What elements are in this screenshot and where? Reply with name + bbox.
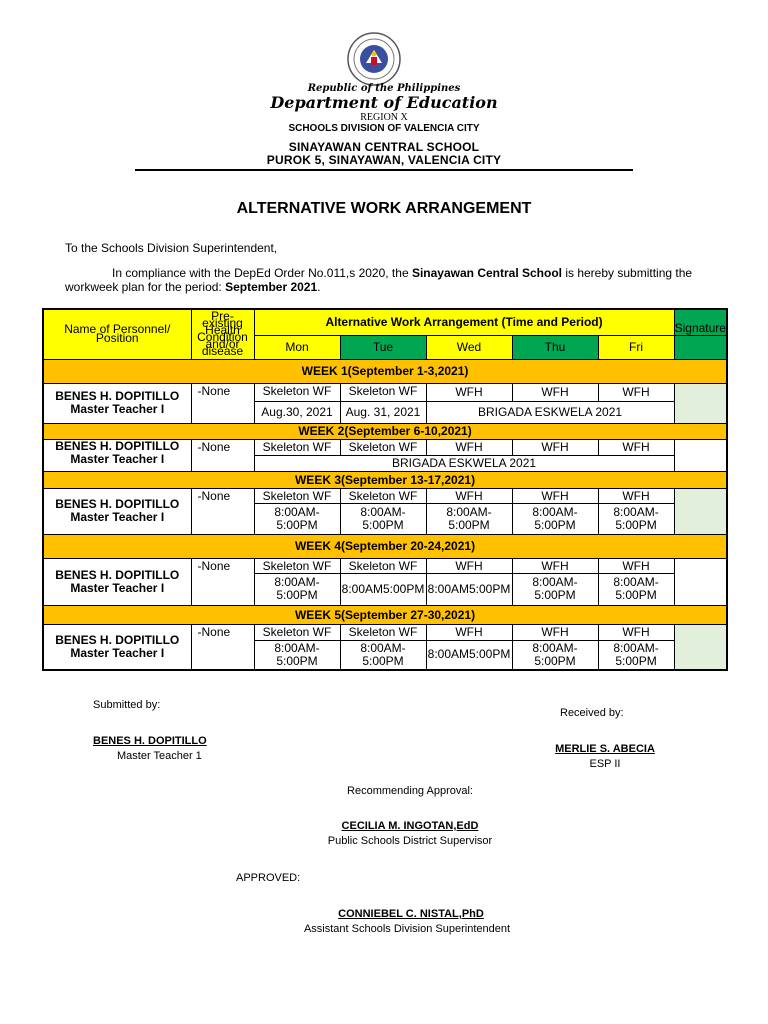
week2-fri-wfh: WFH <box>598 439 674 455</box>
week1-mon-skeleton: Skeleton WF <box>254 383 340 401</box>
week3-wed-time: 8:00AM-5:00PM <box>426 503 512 534</box>
week4-tue-skeleton: Skeleton WF <box>340 558 426 573</box>
week1-wed-wfh: WFH <box>426 383 512 401</box>
school-name: SINAYAWAN CENTRAL SCHOOL <box>288 140 480 154</box>
week3-tue-skeleton: Skeleton WF <box>340 488 426 503</box>
week5-mon-time: 8:00AM-5:00PM <box>254 640 340 670</box>
recommending-name: CECILIA M. INGOTAN,EdD <box>341 820 479 832</box>
week4-wed-wfh: WFH <box>426 558 512 573</box>
week5-tue-skeleton: Skeleton WF <box>340 624 426 640</box>
received-position: ESP II <box>589 758 621 770</box>
week4-personnel <box>43 558 191 605</box>
week4-label: WEEK 4(September 20-24,2021) <box>43 534 727 558</box>
intro-part2: is hereby submitting the workweek plan for the period: <box>65 266 693 294</box>
salutation: To the Schools Division Superintendent, <box>65 241 278 255</box>
submitted-label: Submitted by: <box>93 699 161 711</box>
week3-signature <box>674 488 727 534</box>
intro-part3: . <box>317 280 321 294</box>
approved-label: APPROVED: <box>236 872 301 884</box>
week4-thu-wfh: WFH <box>512 558 598 573</box>
week5-health: -None <box>191 624 254 670</box>
week3-health: -None <box>191 488 254 534</box>
week3-fri-wfh: WFH <box>598 488 674 503</box>
approved-position: Assistant Schools Division Superintendent <box>303 923 511 935</box>
week2-tue-skeleton: Skeleton WF <box>340 439 426 455</box>
week5-thu-time: 8:00AM-5:00PM <box>512 640 598 670</box>
day-tue: Tue <box>340 335 426 359</box>
division-line: SCHOOLS DIVISION OF VALENCIA CITY <box>288 123 480 134</box>
intro-paragraph <box>65 266 705 294</box>
week1-brigada: BRIGADA ESKWELA 2021 <box>426 401 674 423</box>
personnel-position: Master Teacher I <box>70 451 165 466</box>
week5-thu-wfh: WFH <box>512 624 598 640</box>
week4-tue-time: 8:00AM5:00PM <box>340 573 426 605</box>
submitted-position: Master Teacher 1 <box>117 750 202 762</box>
week2-mon-skeleton: Skeleton WF <box>254 439 340 455</box>
personnel-name: BENES H. DOPITILLO <box>55 439 180 453</box>
day-fri: Fri <box>598 335 674 359</box>
day-thu: Thu <box>512 335 598 359</box>
week1-thu-wfh: WFH <box>512 383 598 401</box>
personnel-position: Master Teacher I <box>70 645 165 660</box>
week2-personnel <box>43 439 191 471</box>
week4-wed-time: 8:00AM5:00PM <box>426 573 512 605</box>
header-rule <box>135 169 633 171</box>
week1-fri-wfh: WFH <box>598 383 674 401</box>
week3-personnel <box>43 488 191 534</box>
week5-wed-wfh: WFH <box>426 624 512 640</box>
week2-signature <box>674 439 727 471</box>
personnel-position: Master Teacher I <box>70 510 165 524</box>
recommending-position: Public Schools District Supervisor <box>327 835 493 847</box>
intro-part1: In compliance with the DepEd Order No.011,s 2020, the <box>112 266 412 280</box>
week3-thu-time: 8:00AM-5:00PM <box>512 503 598 534</box>
received-label: Received by: <box>560 707 624 719</box>
week1-signature <box>674 383 727 423</box>
week3-fri-time: 8:00AM-5:00PM <box>598 503 674 534</box>
week1-health: -None <box>191 383 254 423</box>
week5-tue-time: 8:00AM-5:00PM <box>340 640 426 670</box>
week3-mon-skeleton: Skeleton WF <box>254 488 340 503</box>
department-name: Department of Education <box>270 93 498 112</box>
republic-line: Republic of the Philippines <box>307 83 461 94</box>
submitted-name: BENES H. DOPITILLO <box>93 735 207 747</box>
col-header-signature: Signature <box>674 309 727 335</box>
week5-fri-wfh: WFH <box>598 624 674 640</box>
personnel-name: BENES H. DOPITILLO <box>55 567 180 582</box>
week5-fri-time: 8:00AM-5:00PM <box>598 640 674 670</box>
region-line: REGION X <box>360 112 408 123</box>
personnel-name: BENES H. DOPITILLO <box>55 497 180 511</box>
col-header-health: Pre-existing Health Condition and/or disease <box>191 309 254 359</box>
week5-label: WEEK 5(September 27-30,2021) <box>43 605 727 624</box>
week3-wed-wfh: WFH <box>426 488 512 503</box>
col-header-name: Name of Personnel/ Position <box>43 309 191 359</box>
day-mon: Mon <box>254 335 340 359</box>
deped-seal-logo <box>347 32 401 86</box>
document-title: ALTERNATIVE WORK ARRANGEMENT <box>236 200 532 217</box>
week3-label: WEEK 3(September 13-17,2021) <box>43 471 727 488</box>
week2-health: -None <box>191 439 254 471</box>
day-wed: Wed <box>426 335 512 359</box>
week3-mon-time: 8:00AM-5:00PM <box>254 503 340 534</box>
week2-wed-wfh: WFH <box>426 439 512 455</box>
personnel-position: Master Teacher I <box>70 580 165 595</box>
received-name: MERLIE S. ABECIA <box>555 743 655 755</box>
week3-tue-time: 8:00AM-5:00PM <box>340 503 426 534</box>
week1-personnel <box>43 383 191 423</box>
week1-tue-skeleton: Skeleton WF <box>340 383 426 401</box>
intro-school: Sinayawan Central School <box>411 266 562 280</box>
week1-mon-date: Aug.30, 2021 <box>254 401 340 423</box>
week5-wed-time: 8:00AM5:00PM <box>426 640 512 670</box>
personnel-name: BENES H. DOPITILLO <box>55 632 180 647</box>
week4-health: -None <box>191 558 254 605</box>
week3-thu-wfh: WFH <box>512 488 598 503</box>
work-arrangement-table <box>42 308 728 671</box>
week5-mon-skeleton: Skeleton WF <box>254 624 340 640</box>
week5-signature <box>674 624 727 670</box>
week1-label: WEEK 1(September 1-3,2021) <box>43 359 727 383</box>
week4-fri-wfh: WFH <box>598 558 674 573</box>
col-header-awa: Alternative Work Arrangement (Time and Period) <box>254 309 674 335</box>
week1-tue-date: Aug. 31, 2021 <box>340 401 426 423</box>
week2-label: WEEK 2(September 6-10,2021) <box>43 423 727 439</box>
week5-personnel <box>43 624 191 670</box>
week4-signature <box>674 558 727 605</box>
week4-mon-time: 8:00AM-5:00PM <box>254 573 340 605</box>
school-address: PUROK 5, SINAYAWAN, VALENCIA CITY <box>266 153 502 167</box>
personnel-name: BENES H. DOPITILLO <box>55 389 180 403</box>
week4-thu-time: 8:00AM-5:00PM <box>512 573 598 605</box>
week2-brigada: BRIGADA ESKWELA 2021 <box>254 455 674 471</box>
recommending-label: Recommending Approval: <box>347 785 473 797</box>
week2-thu-wfh: WFH <box>512 439 598 455</box>
intro-period: September 2021 <box>225 280 318 294</box>
week4-fri-time: 8:00AM-5:00PM <box>598 573 674 605</box>
signature-header-fill <box>674 335 727 359</box>
approved-name: CONNIEBEL C. NISTAL,PhD <box>338 908 484 920</box>
personnel-position: Master Teacher I <box>70 402 165 416</box>
week4-mon-skeleton: Skeleton WF <box>254 558 340 573</box>
